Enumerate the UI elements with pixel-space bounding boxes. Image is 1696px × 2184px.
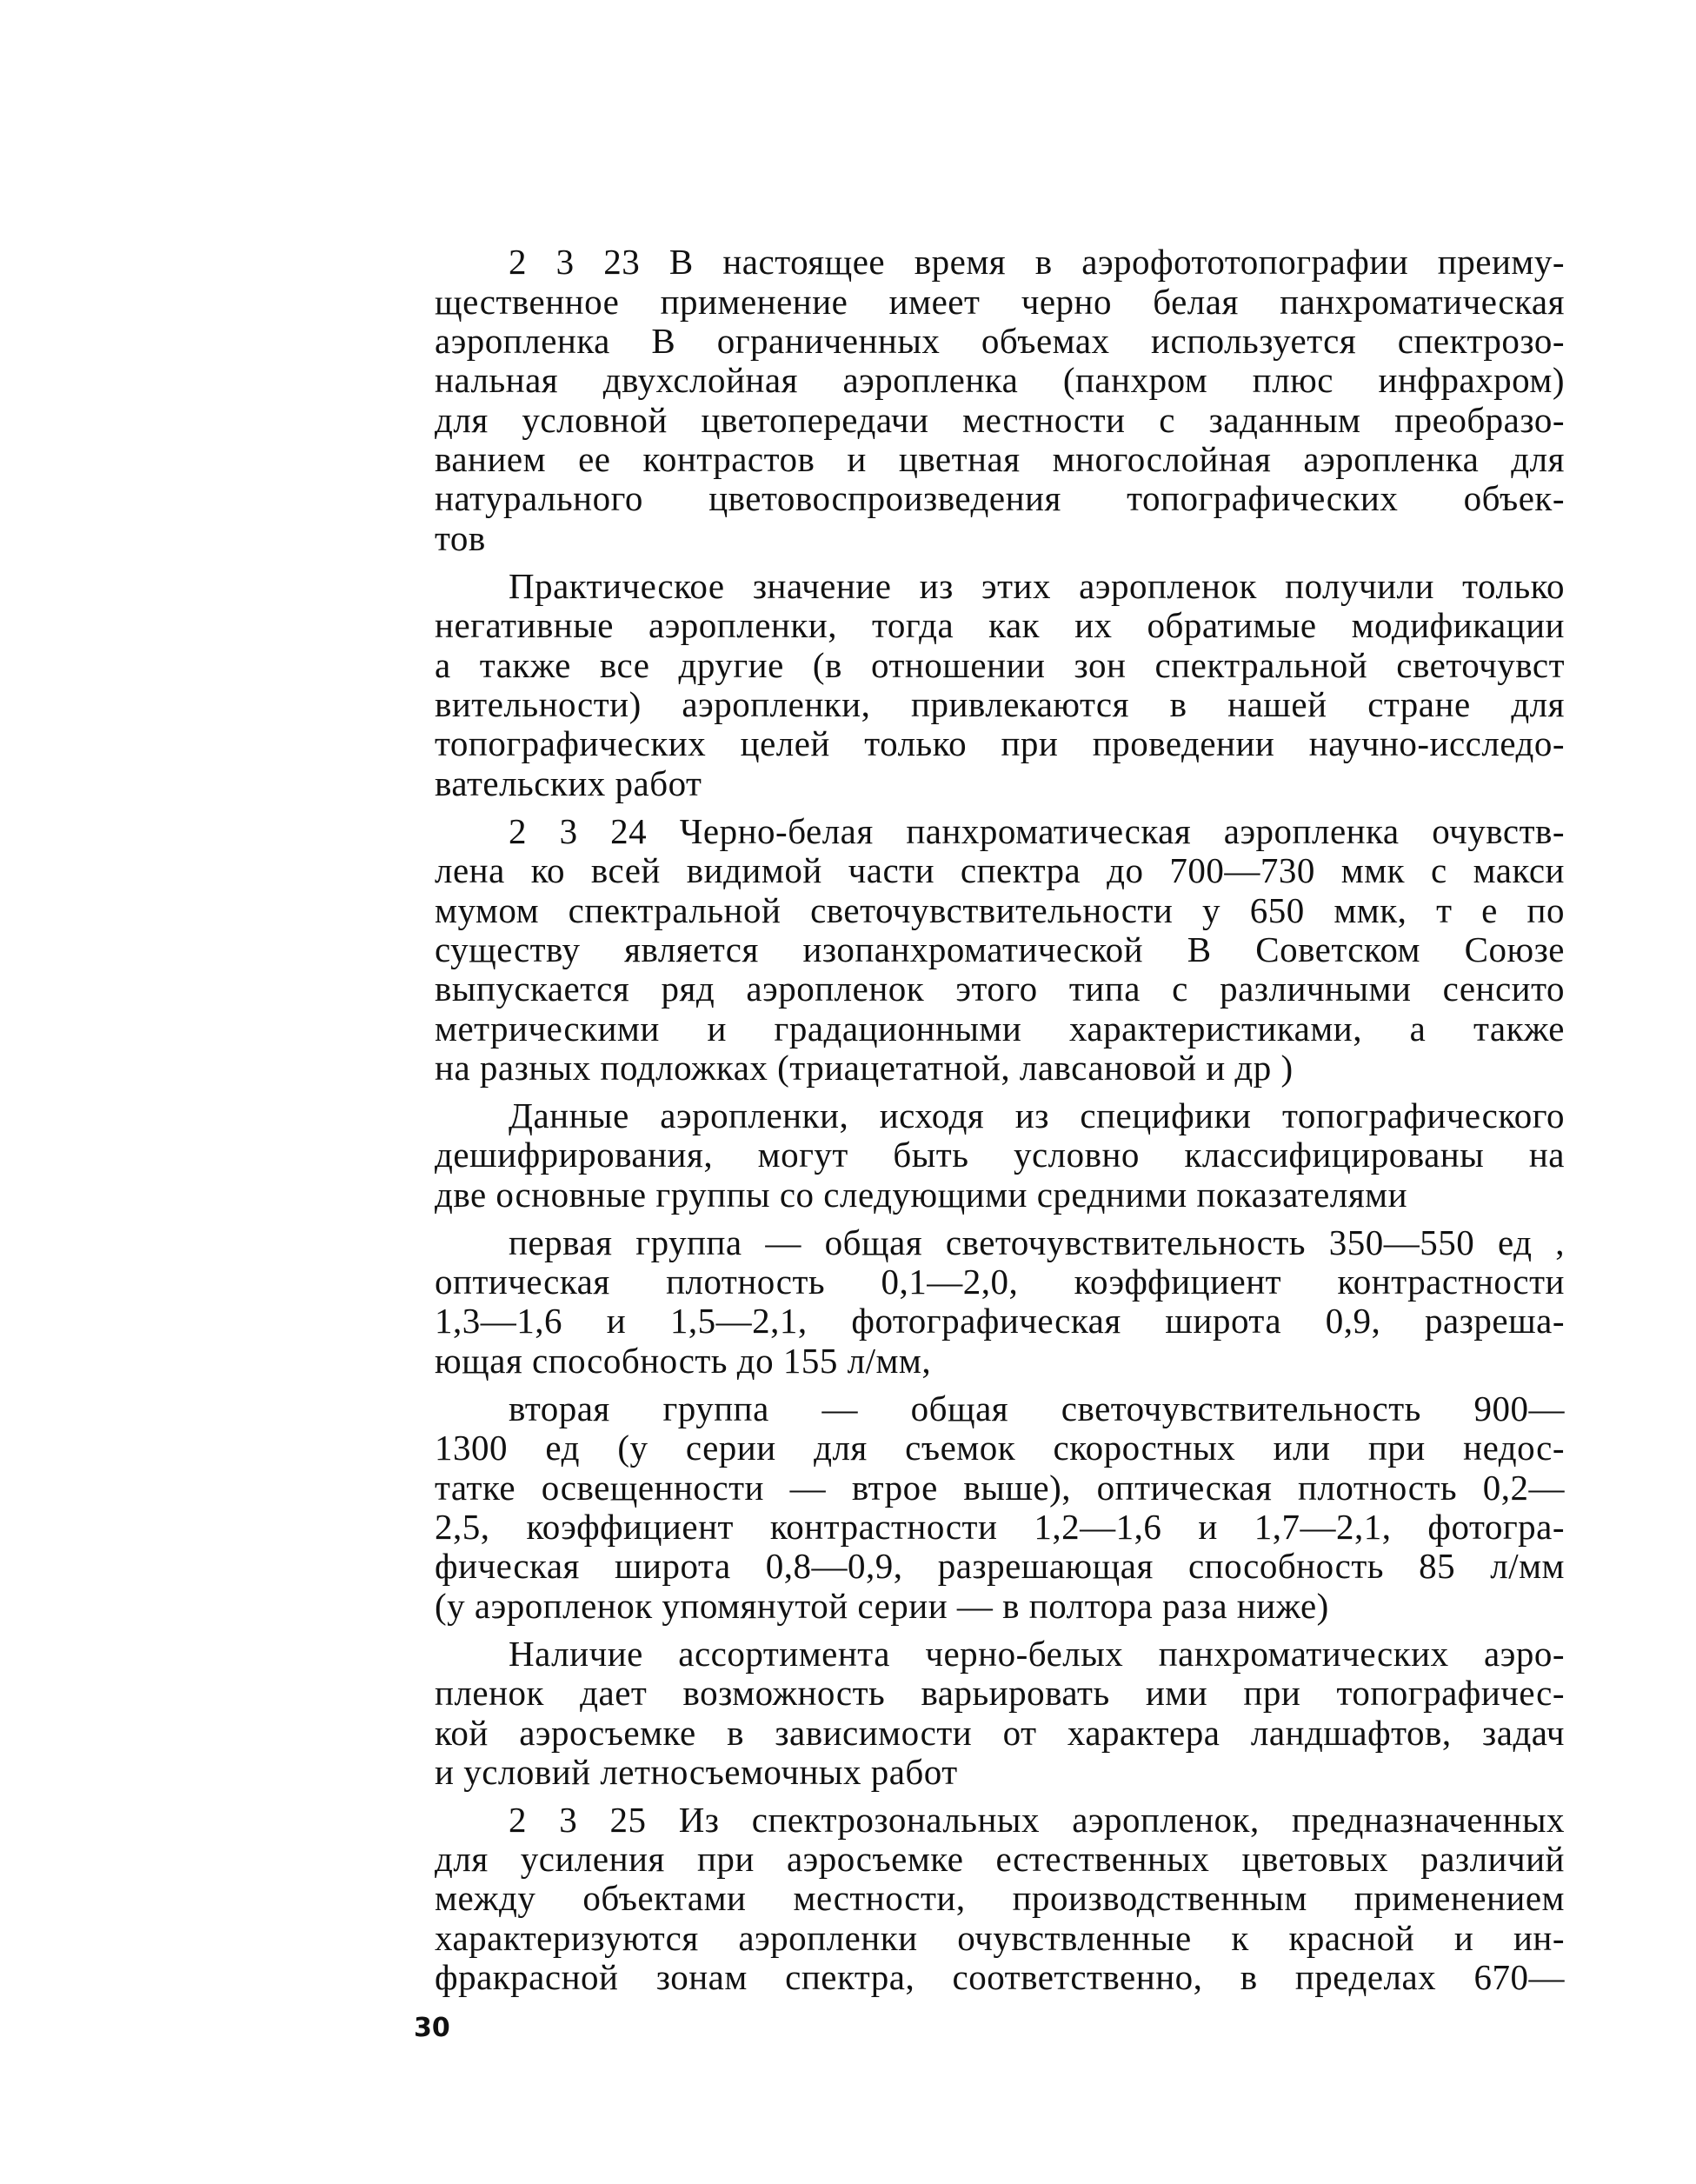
text-line: для условной цветопередачи местности с заданным преобразо- <box>435 400 1565 440</box>
text-line: татке освещенности — втрое выше), оптическая плотность 0,2— <box>435 1468 1565 1508</box>
text-line: аэропленка В ограниченных объемах используется спектрозо- <box>435 321 1565 361</box>
text-line: ванием ее контрастов и цветная многослойная аэропленка для <box>435 439 1565 479</box>
text-line: выпускается ряд аэропленок этого типа с различными сенсито <box>435 969 1565 1009</box>
text-line: 2,5, коэффициент контрастности 1,2—1,6 и 1,7—2,1, фотогра- <box>435 1507 1565 1547</box>
text-line: ющая способность до 155 л/мм, <box>435 1341 932 1381</box>
text-line: 2 3 23 В настоящее время в аэрофототопографии преиму- <box>509 242 1565 282</box>
text-line: лена ко всей видимой части спектра до 700—730 ммк с макси <box>435 850 1565 890</box>
text-line: натурального цветовоспроизведения топографических объек- <box>435 478 1565 518</box>
text-line: Практическое значение из этих аэропленок получили только <box>509 566 1565 606</box>
text-line: первая группа — общая светочувствительность 350—550 ед , <box>509 1222 1565 1262</box>
text-line: вительности) аэропленки, привлекаются в нашей стране для <box>435 684 1565 724</box>
text-line: пленок дает возможность варьировать ими при топографичес- <box>435 1673 1565 1713</box>
text-line: 1,3—1,6 и 1,5—2,1, фотографическая широта 0,9, разреша- <box>435 1301 1565 1341</box>
text-line: характеризуются аэропленки очувствленные к красной и ин- <box>435 1918 1565 1958</box>
text-line: Наличие ассортимента черно-белых панхроматических аэро- <box>509 1634 1565 1674</box>
text-line: топографических целей только при проведении научно-исследо- <box>435 723 1565 763</box>
text-line: мумом спектральной светочувствительности у 650 ммк, т е по <box>435 890 1565 930</box>
text-line: существу является изопанхроматической В Советском Союзе <box>435 929 1565 969</box>
text-line: фракрасной зонам спектра, соответственно, в пределах 670— <box>435 1957 1565 1997</box>
text-line: а также все другие (в отношении зон спектральной светочувст <box>435 645 1565 685</box>
text-line: для усиления при аэросъемке естественных цветовых различий <box>435 1839 1565 1879</box>
text-line: кой аэросъемке в зависимости от характера ландшафтов, задач <box>435 1713 1565 1753</box>
text-line: оптическая плотность 0,1—2,0, коэффициент контрастности <box>435 1262 1565 1302</box>
text-line: нальная двухслойная аэропленка (панхром плюс инфрахром) <box>435 360 1565 400</box>
text-line: 1300 ед (у серии для съемок скоростных или при недос- <box>435 1428 1565 1468</box>
text-line: фическая широта 0,8—0,9, разрешающая способность 85 л/мм <box>435 1546 1565 1586</box>
text-line: вательских работ <box>435 763 702 803</box>
page-number: 30 <box>414 2013 450 2043</box>
text-line: между объектами местности, производственным применением <box>435 1878 1565 1918</box>
text-line: вторая группа — общая светочувствительность 900— <box>509 1388 1565 1428</box>
text-line: щественное применение имеет черно белая панхроматическая <box>435 282 1565 322</box>
text-line: негативные аэропленки, тогда как их обратимые модификации <box>435 605 1565 645</box>
text-line: и условий летносъемочных работ <box>435 1752 958 1792</box>
text-line: (у аэропленок упомянутой серии — в полтора раза ниже) <box>435 1586 1329 1626</box>
text-line: две основные группы со следующими средними показателями <box>435 1175 1408 1215</box>
text-line: тов <box>435 518 486 558</box>
text-line: на разных подложках (триацетатной, лавсановой и др ) <box>435 1048 1294 1088</box>
text-line: 2 3 25 Из спектрозональных аэропленок, предназначенных <box>509 1800 1565 1840</box>
text-line: Данные аэропленки, исходя из специфики топографического <box>509 1095 1565 1135</box>
text-line: дешифрирования, могут быть условно классифицированы на <box>435 1135 1565 1175</box>
text-line: метрическими и градационными характеристиками, а также <box>435 1009 1565 1049</box>
text-line: 2 3 24 Черно-белая панхроматическая аэропленка очувств- <box>509 811 1565 851</box>
